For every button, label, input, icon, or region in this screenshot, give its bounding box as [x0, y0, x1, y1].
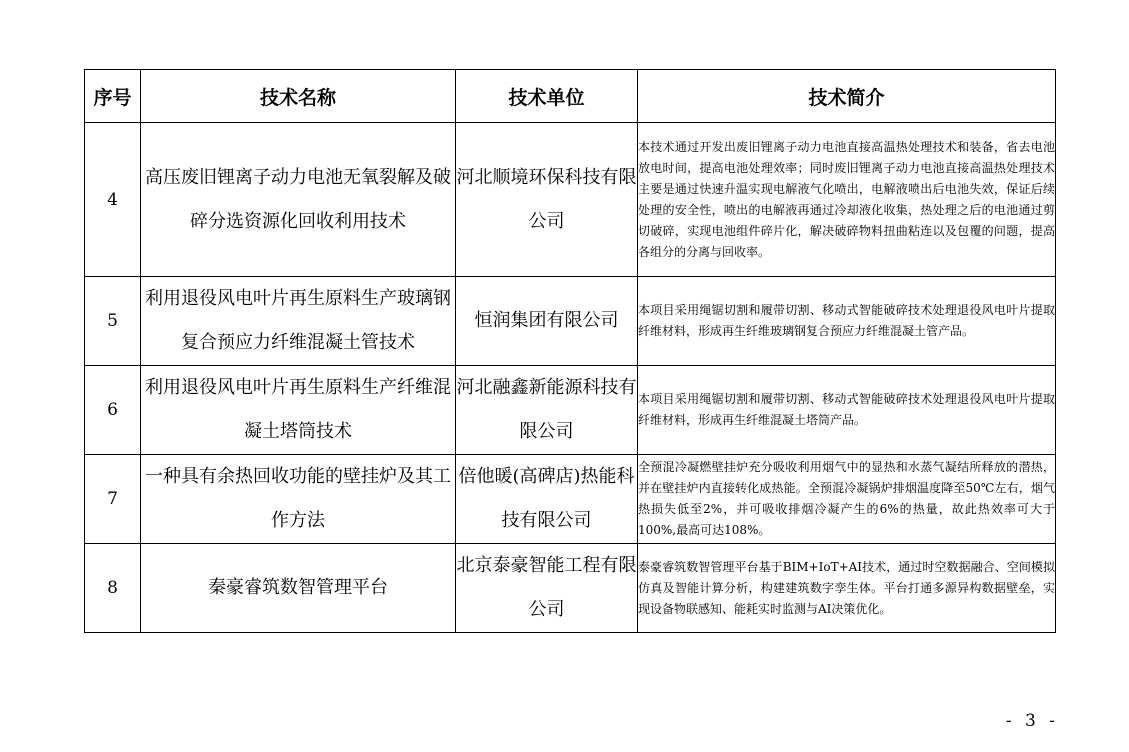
row-description: 本项目采用绳锯切割和履带切割、移动式智能破碎技术处理退役风电叶片提取纤维材料，形成再生纤维玻璃钢复合预应力纤维混凝土管产品。	[638, 277, 1056, 366]
row-technology-name: 高压废旧锂离子动力电池无氧裂解及破碎分选资源化回收利用技术	[141, 123, 456, 277]
header-technology-name: 技术名称	[141, 70, 456, 123]
table-row	[85, 455, 1056, 544]
row-description: 本技术通过开发出废旧锂离子动力电池直接高温热处理技术和装备，省去电池放电时间，提高电池处理效率；同时废旧锂离子动力电池直接高温热处理技术主要是通过快速升温实现电解液气化喷出，电解液喷出后电池失效，保证后续处理的安全性，喷出的电解液再通过冷却液化收集，热处理之后的电池通过剪切破碎，实现电池组件碎片化，解决破碎物料扭曲粘连以及包覆的问题，提高各组分的分离与回收率。	[638, 123, 1056, 277]
row-serial-number: 7	[85, 455, 141, 544]
row-organization: 河北顺境环保科技有限公司	[456, 123, 638, 277]
table-row	[85, 544, 1056, 633]
table-row	[85, 277, 1056, 366]
row-technology-name: 利用退役风电叶片再生原料生产纤维混凝土塔筒技术	[141, 366, 456, 455]
table-header-row	[85, 70, 1056, 123]
row-organization: 恒润集团有限公司	[456, 277, 638, 366]
technology-table	[84, 69, 1056, 633]
row-technology-name: 秦豪睿筑数智管理平台	[141, 544, 456, 633]
row-description: 本项目采用绳锯切割和履带切割、移动式智能破碎技术处理退役风电叶片提取纤维材料，形成再生纤维混凝土塔筒产品。	[638, 366, 1056, 455]
row-organization: 倍他暖(高碑店)热能科技有限公司	[456, 455, 638, 544]
row-description: 全预混冷凝燃壁挂炉充分吸收利用烟气中的显热和水蒸气凝结所释放的潜热，并在壁挂炉内直接转化成热能。全预混冷凝锅炉排烟温度降至50℃左右，烟气热损失低至2%，并可吸收排烟冷凝产生的6%的热量，故此热效率可大于100%,最高可达108%。	[638, 455, 1056, 544]
table-row	[85, 123, 1056, 277]
row-serial-number: 5	[85, 277, 141, 366]
header-description: 技术简介	[638, 70, 1056, 123]
row-organization: 河北融鑫新能源科技有限公司	[456, 366, 638, 455]
row-serial-number: 4	[85, 123, 141, 277]
table-row	[85, 366, 1056, 455]
page-number: - 3 -	[1005, 711, 1059, 731]
row-technology-name: 一种具有余热回收功能的壁挂炉及其工作方法	[141, 455, 456, 544]
header-serial-number: 序号	[85, 70, 141, 123]
row-serial-number: 6	[85, 366, 141, 455]
row-technology-name: 利用退役风电叶片再生原料生产玻璃钢复合预应力纤维混凝土管技术	[141, 277, 456, 366]
row-serial-number: 8	[85, 544, 141, 633]
row-description: 泰豪睿筑数智管理平台基于BIM+IoT+AI技术，通过时空数据融合、空间模拟仿真及智能计算分析，构建建筑数字孪生体。平台打通多源异构数据壁垒，实现设备物联感知、能耗实时监测与AI决策优化。	[638, 544, 1056, 633]
row-organization: 北京泰豪智能工程有限公司	[456, 544, 638, 633]
header-organization: 技术单位	[456, 70, 638, 123]
